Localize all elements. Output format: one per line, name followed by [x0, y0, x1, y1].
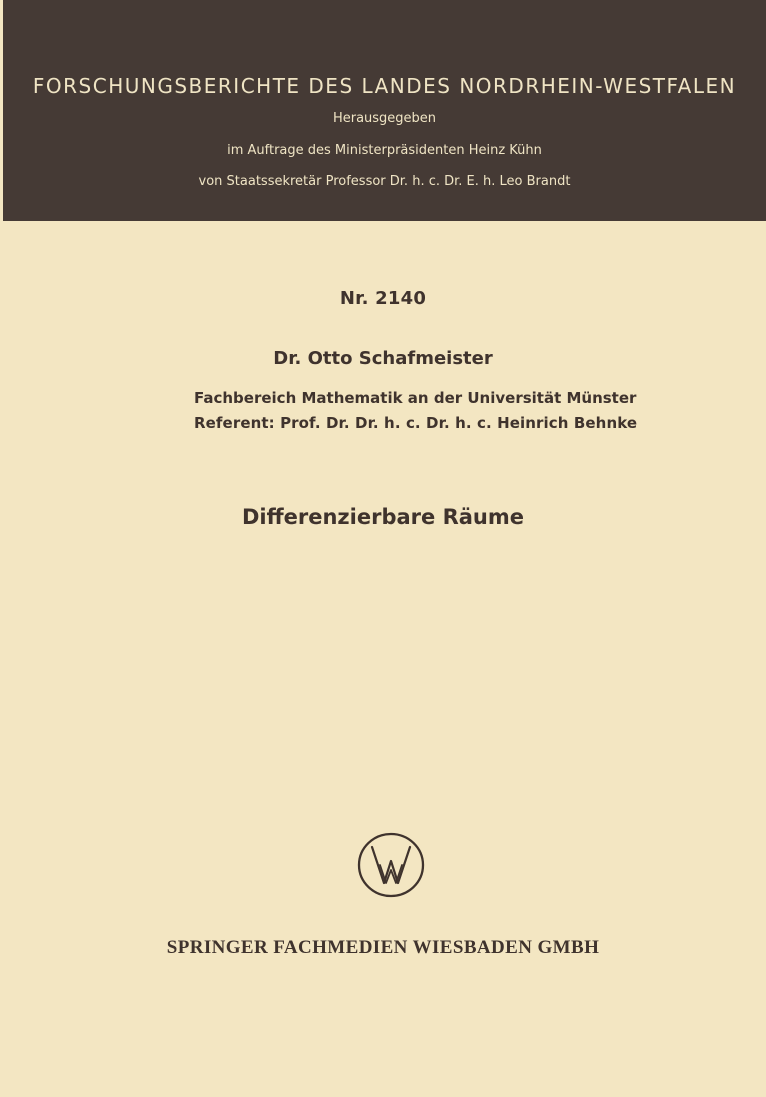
cover-body: [0, 221, 766, 1097]
affiliation: Fachbereich Mathematik an der Universität Münster: [194, 389, 637, 407]
editor-line-2: im Auftrage des Ministerpräsidenten Heinz Kühn: [227, 143, 542, 158]
editor-line-1: Herausgegeben: [332, 111, 437, 126]
referee: Referent: Prof. Dr. Dr. h. c. Dr. h. c. Heinrich Behnke: [194, 414, 638, 432]
publisher-name: SPRINGER FACHMEDIEN WIESBADEN GMBH: [166, 937, 600, 958]
book-title: Differenzierbare Räume: [242, 505, 524, 529]
series-title: FORSCHUNGSBERICHTE DES LANDES NORDRHEIN-WESTFALEN: [32, 74, 737, 98]
series-header: [3, 0, 766, 221]
report-number: Nr. 2140: [339, 288, 427, 309]
author-name: Dr. Otto Schafmeister: [273, 348, 493, 369]
editor-line-3: von Staatssekretär Professor Dr. h. c. Dr. E. h. Leo Brandt: [198, 174, 571, 189]
publisher-logo-icon: [356, 831, 426, 899]
